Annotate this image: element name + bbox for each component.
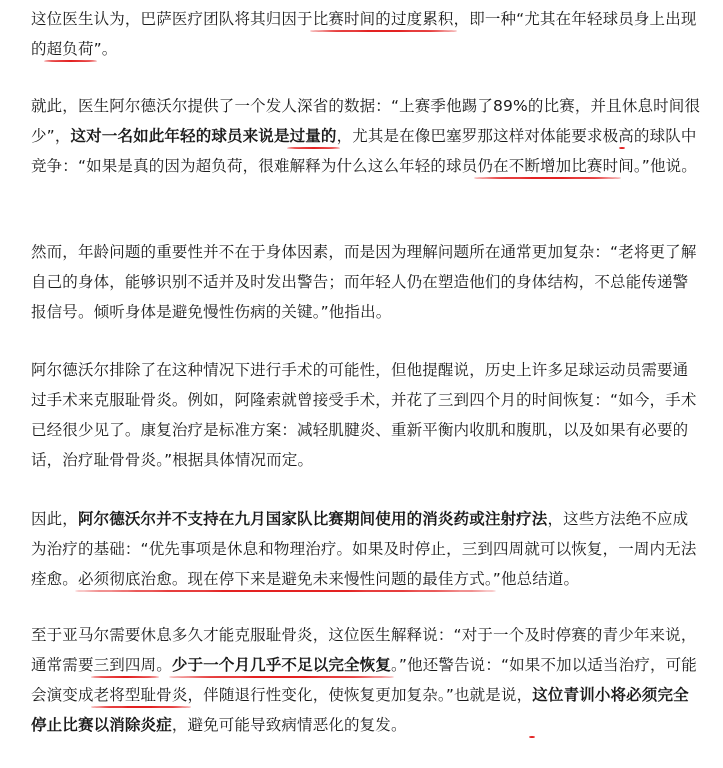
text-segment: 就此，医生阿尔德沃尔提供了一个发人深省的数据：“上赛季他踢了89%的比赛，并且	[31, 97, 622, 115]
text-segment: ，尤其是在像巴塞罗那这样对体能要求极高的球队中竞争：“如果是真的因为超负荷，很难解释为什么这么年轻的球员	[31, 127, 697, 175]
underlined-phrase: 三到四周	[93, 656, 157, 674]
text-segment: 这位医生认为，巴萨医疗团队将其归因于	[31, 10, 313, 28]
underlined-phrase: 仍在不断增加比赛时	[477, 157, 619, 175]
text-segment: ，伴随退行性变化，使恢复更加复杂。”也就是说，	[187, 686, 533, 704]
paragraph-2	[31, 91, 703, 181]
bold-phrase: 阿尔德沃尔并不支持在九月国家队比赛期间使用的消炎药或注射疗法	[77, 510, 548, 528]
text-segment: 。	[156, 656, 172, 674]
bold-wrapper	[290, 127, 337, 145]
text-segment: ”他总结道。	[492, 570, 580, 588]
paragraph-4	[31, 355, 703, 475]
text-segment: 。”他还警告说：“如果不加以适当治疗，可能会演变成	[31, 656, 697, 704]
text-segment: ，这些方法绝不应成为治疗的基础：“优先事项是休息和物理治疗。如果及时停止，三到四周就可以恢复，一周内无法痊愈。	[31, 510, 697, 588]
text-segment: 至于亚马尔需要休息多久才能克服耻骨炎，这位医生解释说：“对于一个及时停赛的青少年来说，通常需要	[31, 626, 697, 674]
underlined-phrase: 超负荷	[46, 40, 94, 58]
bold-wrapper	[71, 127, 290, 145]
text-segment: ”，	[46, 127, 71, 145]
paragraph-5	[31, 504, 703, 594]
text-segment: ，即一种“尤其在年轻球员身上出现的	[31, 10, 697, 58]
underlined-phrase: 比赛时间的过度累积	[312, 10, 454, 28]
bold-wrapper	[172, 656, 391, 674]
text-segment: 间。”他说。	[618, 157, 697, 175]
underlined-phrase: 必须彻底治愈。现在停下来是避免未来慢性问题的最佳方式。	[77, 570, 493, 588]
bold-underlined-phrase: 少于一个月几乎不足以完全恢复	[171, 656, 391, 674]
paragraph-1	[31, 4, 703, 64]
underlined-phrase: 老将型耻骨炎	[93, 686, 188, 704]
bold-wrapper	[78, 510, 548, 528]
text-segment: 阿尔德沃尔排除了在这种情况下进行手术的可能性，但他提醒说，历史上许多足球运动员需要通过手术来克服耻骨炎。例如，阿隆索就曾接受手术，并花了三到四个月的时间恢复：“如今，手术已经很少见了。康复治疗是标准方案：减轻肌腱炎、重新平衡内收肌和腹肌，以及如果有必要的话，治疗耻骨骨炎。”根据具体情况而定。	[31, 361, 697, 469]
text-segment: 因此，	[31, 510, 78, 528]
paragraph-6	[31, 620, 703, 740]
text-segment: ”。	[93, 40, 118, 58]
paragraph-3	[31, 237, 703, 327]
underlined-phrase: 休息时间很少	[31, 97, 701, 145]
bold-underlined-phrase: 过量的	[289, 127, 337, 145]
text-segment: ，避免可能导致病情恶化的复发。	[171, 716, 407, 734]
bold-underlined-phrase: 这位青训小将必须完全停止比赛以消除炎症	[31, 686, 689, 734]
bold-phrase: 这对一名如此年轻的球员来说是	[70, 127, 290, 145]
text-segment: 然而，年龄问题的重要性并不在于身体因素，而是因为理解问题所在通常更加复杂：“老将更了解自己的身体，能够识别不适并及时发出警告；而年轻人仍在塑造他们的身体结构，不总能传递警报信号。倾听身体是避免慢性伤病的关键。”他指出。	[31, 243, 697, 321]
